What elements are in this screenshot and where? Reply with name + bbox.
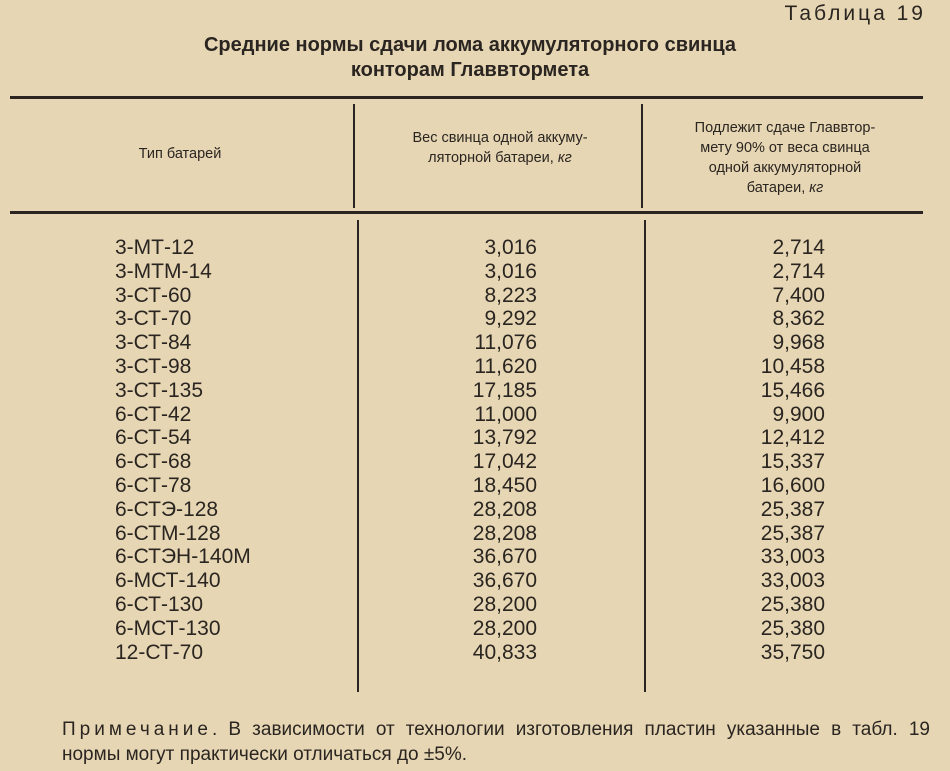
norm-cell: 12,412 <box>760 426 825 450</box>
table-row <box>0 569 950 593</box>
header-divider-2 <box>641 104 643 208</box>
battery-type-cell: 6-СТМ-128 <box>115 521 221 545</box>
table-row <box>0 641 950 665</box>
norm-cell: 15,466 <box>760 378 825 402</box>
battery-type-cell: 6-СТ-130 <box>115 592 203 616</box>
norm-cell: 16,600 <box>760 473 825 497</box>
lead-weight-cell: 11,620 <box>474 354 537 378</box>
norm-cell: 35,750 <box>760 640 825 664</box>
battery-type-cell: 6-МСТ-140 <box>115 569 221 593</box>
norm-cell: 25,380 <box>760 616 825 640</box>
lead-weight-cell: 9,292 <box>484 307 537 331</box>
table-row <box>0 450 950 474</box>
table-row <box>0 331 950 355</box>
header-norm-text: батареи, <box>746 180 810 196</box>
table-row <box>0 236 950 260</box>
lead-weight-cell: 3,016 <box>484 259 537 283</box>
table-row <box>0 522 950 546</box>
lead-weight-cell: 17,042 <box>472 450 537 474</box>
footnote-heading: Примечание <box>62 719 212 740</box>
battery-type-cell: 3-МТМ-14 <box>115 259 212 283</box>
battery-type-cell: 3-СТ-135 <box>115 378 203 402</box>
battery-type-cell: 6-СТ-78 <box>115 473 192 497</box>
header-norm-unit: кг <box>809 180 824 196</box>
table-title-line-1: Средние нормы сдачи лома аккумуляторного свинца <box>203 34 737 56</box>
norm-cell: 33,003 <box>760 569 825 593</box>
table-row <box>0 260 950 284</box>
top-rule <box>10 96 923 99</box>
table-row <box>0 545 950 569</box>
header-lead-weight-unit: кг <box>557 150 572 166</box>
battery-type-cell: 6-СТ-42 <box>115 402 192 426</box>
lead-weight-cell: 18,450 <box>472 473 537 497</box>
header-norm-to-deliver <box>650 118 920 198</box>
table-body <box>0 236 950 664</box>
header-norm-line-3: одной аккумуляторной <box>708 160 862 176</box>
lead-weight-cell: 28,200 <box>472 616 537 640</box>
table-row <box>0 426 950 450</box>
norm-cell: 25,387 <box>760 497 825 521</box>
norm-cell: 25,380 <box>760 592 825 616</box>
battery-type-cell: 3-СТ-98 <box>115 354 192 378</box>
battery-type-cell: 3-СТ-60 <box>115 283 192 307</box>
lead-weight-cell: 28,208 <box>472 497 537 521</box>
lead-weight-cell: 11,000 <box>474 402 537 426</box>
norm-cell: 2,714 <box>772 236 825 259</box>
header-lead-weight-text: ляторной батареи, <box>428 150 558 166</box>
table-title-line-2: конторам Главвтормета <box>350 59 590 81</box>
lead-weight-cell: 8,223 <box>484 283 537 307</box>
header-battery-type: Тип батарей <box>138 146 222 162</box>
header-bottom-rule <box>10 211 923 214</box>
header-norm-line-2: мету 90% от веса свинца <box>700 140 870 156</box>
lead-weight-cell: 11,076 <box>474 331 537 355</box>
table-number-label: Таблица 19 <box>784 2 926 25</box>
table-row <box>0 403 950 427</box>
battery-type-cell: 3-МТ-12 <box>115 236 195 259</box>
battery-type-cell: 6-СТЭ-128 <box>115 497 219 521</box>
battery-type-cell: 3-СТ-84 <box>115 331 192 355</box>
header-norm-line-1: Подлежит сдаче Главвтор- <box>694 120 876 136</box>
table-row <box>0 379 950 403</box>
norm-cell: 15,337 <box>760 450 825 474</box>
battery-type-cell: 12-СТ-70 <box>115 640 203 664</box>
norm-cell: 9,968 <box>772 331 825 355</box>
norm-cell: 2,714 <box>772 259 825 283</box>
lead-weight-cell: 3,016 <box>484 236 537 259</box>
lead-weight-cell: 36,670 <box>472 545 537 569</box>
battery-type-cell: 6-МСТ-130 <box>115 616 221 640</box>
table-title <box>0 33 940 83</box>
table-row <box>0 593 950 617</box>
lead-weight-cell: 28,200 <box>472 592 537 616</box>
lead-weight-cell: 36,670 <box>472 569 537 593</box>
norm-cell: 9,900 <box>772 402 825 426</box>
footnote <box>62 717 930 767</box>
footnote-text: . В зависимости от технологии изготовления пластин указанные в табл. 19 нормы могут практически отличаться до ±5%. <box>62 719 930 765</box>
lead-weight-cell: 40,833 <box>472 640 537 664</box>
header-lead-weight <box>365 128 635 168</box>
battery-type-cell: 6-СТЭН-140М <box>115 545 251 569</box>
header-norm-line-4 <box>650 178 920 198</box>
lead-weight-cell: 13,792 <box>472 426 537 450</box>
table-row <box>0 617 950 641</box>
header-lead-weight-line-1: Вес свинца одной аккуму- <box>412 130 588 146</box>
table-row <box>0 498 950 522</box>
norm-cell: 25,387 <box>760 521 825 545</box>
lead-weight-cell: 17,185 <box>472 378 537 402</box>
battery-type-cell: 6-СТ-54 <box>115 426 192 450</box>
table-row <box>0 474 950 498</box>
battery-type-cell: 3-СТ-70 <box>115 307 192 331</box>
norm-cell: 10,458 <box>760 354 825 378</box>
header-lead-weight-line-2 <box>365 148 635 168</box>
table-row <box>0 307 950 331</box>
table-row <box>0 355 950 379</box>
header-divider-1 <box>353 104 355 208</box>
battery-type-cell: 6-СТ-68 <box>115 450 192 474</box>
norm-cell: 7,400 <box>772 283 825 307</box>
lead-weight-cell: 28,208 <box>472 521 537 545</box>
table-row <box>0 284 950 308</box>
norm-cell: 8,362 <box>772 307 825 331</box>
norm-cell: 33,003 <box>760 545 825 569</box>
